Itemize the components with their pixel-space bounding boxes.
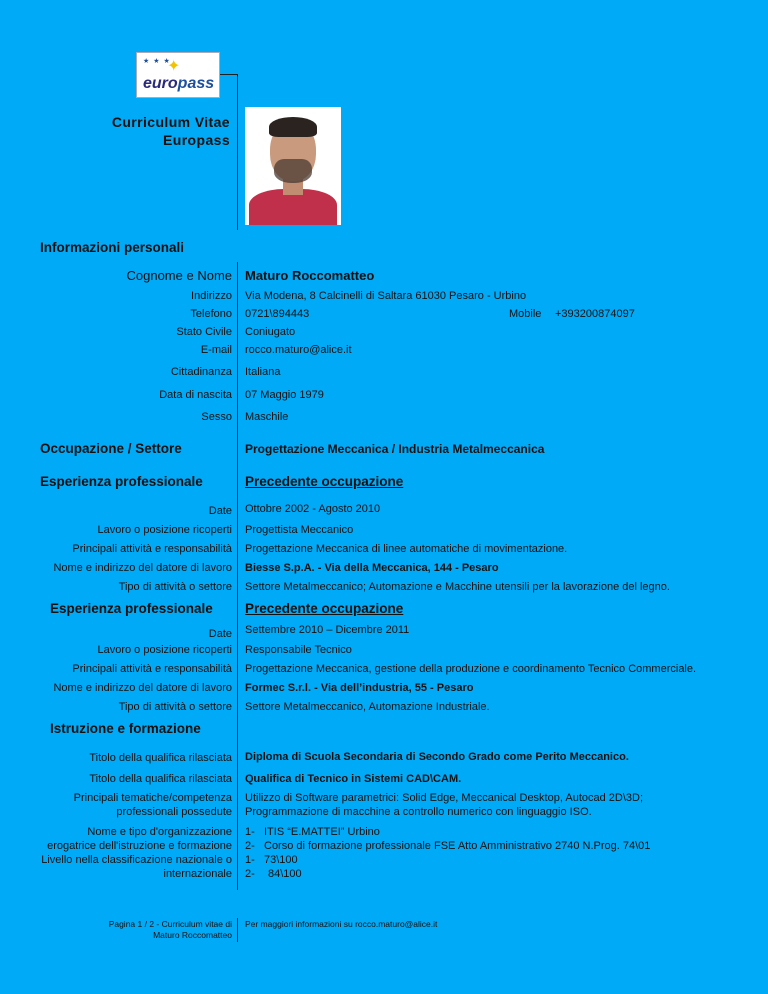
exp2-employer-value: Formec S.r.l. - Via dell’industria, 55 - Pesaro — [245, 682, 474, 694]
skills-value: Utilizzo di Software parametrici: Solid Edge, Meccanical Desktop, Autocad 2D\3D; Programmazione di macchine a controllo numerico con linguaggio ISO. — [245, 792, 644, 818]
sex-label: Sesso — [201, 411, 232, 423]
footer-contact-info: Per maggiori informazioni su rocco.maturo@alice.it — [245, 919, 438, 929]
stars-icon: ★ ★ ★ — [143, 58, 171, 65]
mobile-label: Mobile — [509, 308, 542, 320]
exp2-date-label: Date — [208, 628, 232, 640]
citizenship-label: Cittadinanza — [170, 366, 232, 378]
birth-date-label: Data di nascita — [159, 389, 232, 401]
exp1-activities-label: Principali attività e responsabilità — [72, 543, 232, 555]
section-education-heading: Istruzione e formazione — [50, 721, 201, 736]
exp2-sector-value: Settore Metalmeccanico, Automazione Industriale. — [245, 701, 490, 713]
qualification1-value: Diploma di Scuola Secondaria di Secondo Grado come Perito Meccanico. — [245, 751, 629, 763]
exp2-sector-label: Tipo di attività o settore — [118, 701, 232, 713]
qualification1-label: Titolo della qualifica rilasciata — [89, 752, 232, 764]
birth-date-value: 07 Maggio 1979 — [245, 389, 324, 401]
occupation-value: Progettazione Meccanica / Industria Metalmeccanica — [245, 442, 545, 456]
qualification2-label: Titolo della qualifica rilasciata — [89, 773, 232, 785]
exp2-role-label: Lavoro o posizione ricoperti — [97, 644, 232, 656]
civil-status-value: Coniugato — [245, 326, 296, 338]
email-label: E-mail — [200, 344, 232, 356]
exp2-activities-label: Principali attività e responsabilità — [72, 663, 232, 675]
exp2-role-value: Responsabile Tecnico — [245, 644, 352, 656]
footer-page-info: Pagina 1 / 2 - Curriculum vitae di Maturo Roccomatteo — [108, 919, 232, 940]
address-label: Indirizzo — [191, 290, 232, 302]
qualification2-value: Qualifica di Tecnico in Sistemi CAD\CAM. — [245, 773, 462, 785]
exp1-employer-label: Nome e indirizzo del datore di lavoro — [53, 562, 232, 574]
level-label: Livello nella classificazione nazionale o internazionale — [41, 854, 232, 880]
logo-rule — [218, 74, 237, 75]
citizenship-value: Italiana — [245, 366, 281, 378]
section-experience-heading: Esperienza professionale — [40, 474, 203, 489]
exp1-sector-value: Settore Metalmeccanico; Automazione e Macchine utensili per la lavorazione del legno. — [245, 581, 670, 593]
exp1-sector-label: Tipo di attività o settore — [118, 581, 232, 593]
exp1-role-label: Lavoro o posizione ricoperti — [97, 524, 232, 536]
logo-wordmark: europass — [143, 75, 215, 92]
experience-subheading: Precedente occupazione — [245, 601, 404, 616]
organisation-label: Nome e tipo d'organizzazione erogatrice dell'istruzione e formazione — [47, 826, 232, 852]
profile-photo — [245, 107, 341, 225]
exp1-date-value: Ottobre 2002 - Agosto 2010 — [245, 503, 381, 515]
surname-value: Maturo Roccomatteo — [245, 268, 375, 283]
footer-divider — [237, 918, 238, 942]
email-value: rocco.maturo@alice.it — [245, 344, 352, 356]
exp2-employer-label: Nome e indirizzo del datore di lavoro — [53, 682, 232, 694]
surname-label: Cognome e Nome — [126, 268, 232, 283]
mobile-value: +393200874097 — [555, 308, 635, 320]
section-occupation-heading: Occupazione / Settore — [40, 441, 182, 456]
section-personal-heading: Informazioni personali — [40, 240, 185, 255]
section-experience-heading: Esperienza professionale — [50, 601, 213, 616]
phone-value: 0721\894443 — [245, 308, 310, 320]
europass-logo — [136, 52, 220, 98]
sex-value: Maschile — [245, 411, 289, 423]
cv-title: Curriculum Vitae Europass — [111, 114, 230, 148]
column-divider — [237, 74, 238, 230]
exp1-employer-value: Biesse S.p.A. - Via della Meccanica, 144 - Pesaro — [245, 562, 499, 574]
exp1-activities-value: Progettazione Meccanica di linee automatiche di movimentazione. — [245, 543, 568, 555]
exp1-date-label: Date — [208, 505, 232, 517]
exp2-activities-value: Progettazione Meccanica, gestione della produzione e coordinamento Tecnico Commerciale. — [245, 663, 697, 675]
civil-status-label: Stato Civile — [176, 326, 232, 338]
figure-icon: ✦ — [167, 58, 181, 75]
level-list: 1- 73\100 2- 84\100 — [245, 854, 302, 880]
column-divider — [237, 262, 238, 890]
exp2-date-value: Settembre 2010 – Dicembre 2011 — [245, 624, 410, 636]
organisation-list: 1- ITIS “E.MATTEI” Urbino 2- Corso di formazione professionale FSE Atto Amministrativo 2740 N.Prog. 74\01 — [245, 826, 651, 852]
address-value: Via Modena, 8 Calcinelli di Saltara 61030 Pesaro - Urbino — [245, 290, 527, 302]
experience-subheading: Precedente occupazione — [245, 474, 404, 489]
exp1-role-value: Progettista Meccanico — [245, 524, 354, 536]
skills-label: Principali tematiche/competenza professionali possedute — [73, 792, 232, 818]
phone-label: Telefono — [190, 308, 232, 320]
